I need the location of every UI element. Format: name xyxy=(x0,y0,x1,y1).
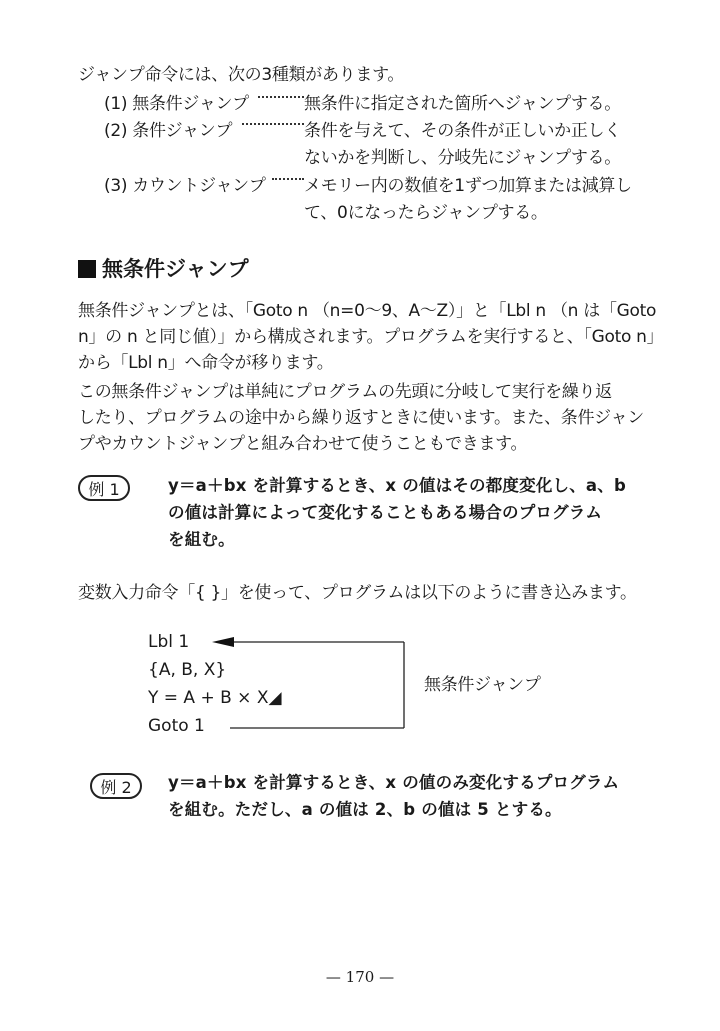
leader-dots-1 xyxy=(258,96,304,98)
leader-dots-3 xyxy=(272,178,304,180)
example-2-line-2: を組む。ただし、a の値は 2、b の値は 5 とする。 xyxy=(168,800,562,819)
para1-line-3: から「Lbl n」へ命令が移ります。 xyxy=(78,353,334,373)
jump-type-label-3: (3) カウントジャンプ xyxy=(104,176,266,196)
example-1-line-3: を組む。 xyxy=(168,530,235,549)
jump-type-label-1: (1) 無条件ジャンプ xyxy=(104,94,249,114)
example-2-line-1: y＝a＋bx を計算するとき、x の値のみ変化するプログラム xyxy=(168,773,620,792)
example-1-badge: 例 1 xyxy=(78,475,130,501)
jump-type-desc-3a: メモリー内の数値を1ずつ加算または減算し xyxy=(304,176,632,196)
square-bullet-icon xyxy=(78,260,96,278)
leader-dots-2 xyxy=(242,123,304,125)
para2-line-3: プやカウントジャンプと組み合わせて使うこともできます。 xyxy=(78,434,528,454)
program-line-1: Lbl 1 xyxy=(148,632,190,652)
arrow-head-icon xyxy=(212,637,234,647)
example-2-badge: 例 2 xyxy=(90,773,142,799)
para2-line-1: この無条件ジャンプは単純にプログラムの先頭に分岐して実行を繰り返 xyxy=(78,382,612,402)
jump-arrow-diagram xyxy=(200,630,420,740)
program-line-2: {A, B, X} xyxy=(148,660,227,680)
program-line-3: Y = A + B × X◢ xyxy=(148,688,282,708)
para2-line-2: したり、プログラムの途中から繰り返すときに使います。また、条件ジャン xyxy=(78,408,644,428)
jump-type-label-2: (2) 条件ジャンプ xyxy=(104,121,233,141)
program-annotation: 無条件ジャンプ xyxy=(424,675,541,695)
jump-type-desc-3b: て、0になったらジャンプする。 xyxy=(304,203,548,223)
section-heading xyxy=(78,253,249,283)
para1-line-1: 無条件ジャンプとは、「Goto n （n=0〜9、A〜Z）」と「Lbl n （n は「Goto xyxy=(78,301,657,321)
intro-text: ジャンプ命令には、次の3種類があります。 xyxy=(78,65,405,85)
example-1-line-1: y＝a＋bx を計算するとき、x の値はその都度変化し、a、b xyxy=(168,476,626,495)
para3-text: 変数入力命令「{ }」を使って、プログラムは以下のように書き込みます。 xyxy=(78,583,637,603)
jump-type-desc-1: 無条件に指定された箇所へジャンプする。 xyxy=(304,94,621,114)
section-title: 無条件ジャンプ xyxy=(102,257,249,281)
program-line-4: Goto 1 xyxy=(148,716,205,736)
jump-type-desc-2a: 条件を与えて、その条件が正しいか正しく xyxy=(304,121,621,141)
jump-type-desc-2b: ないかを判断し、分岐先にジャンプする。 xyxy=(304,148,621,168)
page-number: — 170 — xyxy=(325,968,395,986)
example-1-line-2: の値は計算によって変化することもある場合のプログラム xyxy=(168,503,603,522)
para1-line-2: n」の n と同じ値）」から構成されます。プログラムを実行すると、「Goto n」 xyxy=(78,327,664,347)
